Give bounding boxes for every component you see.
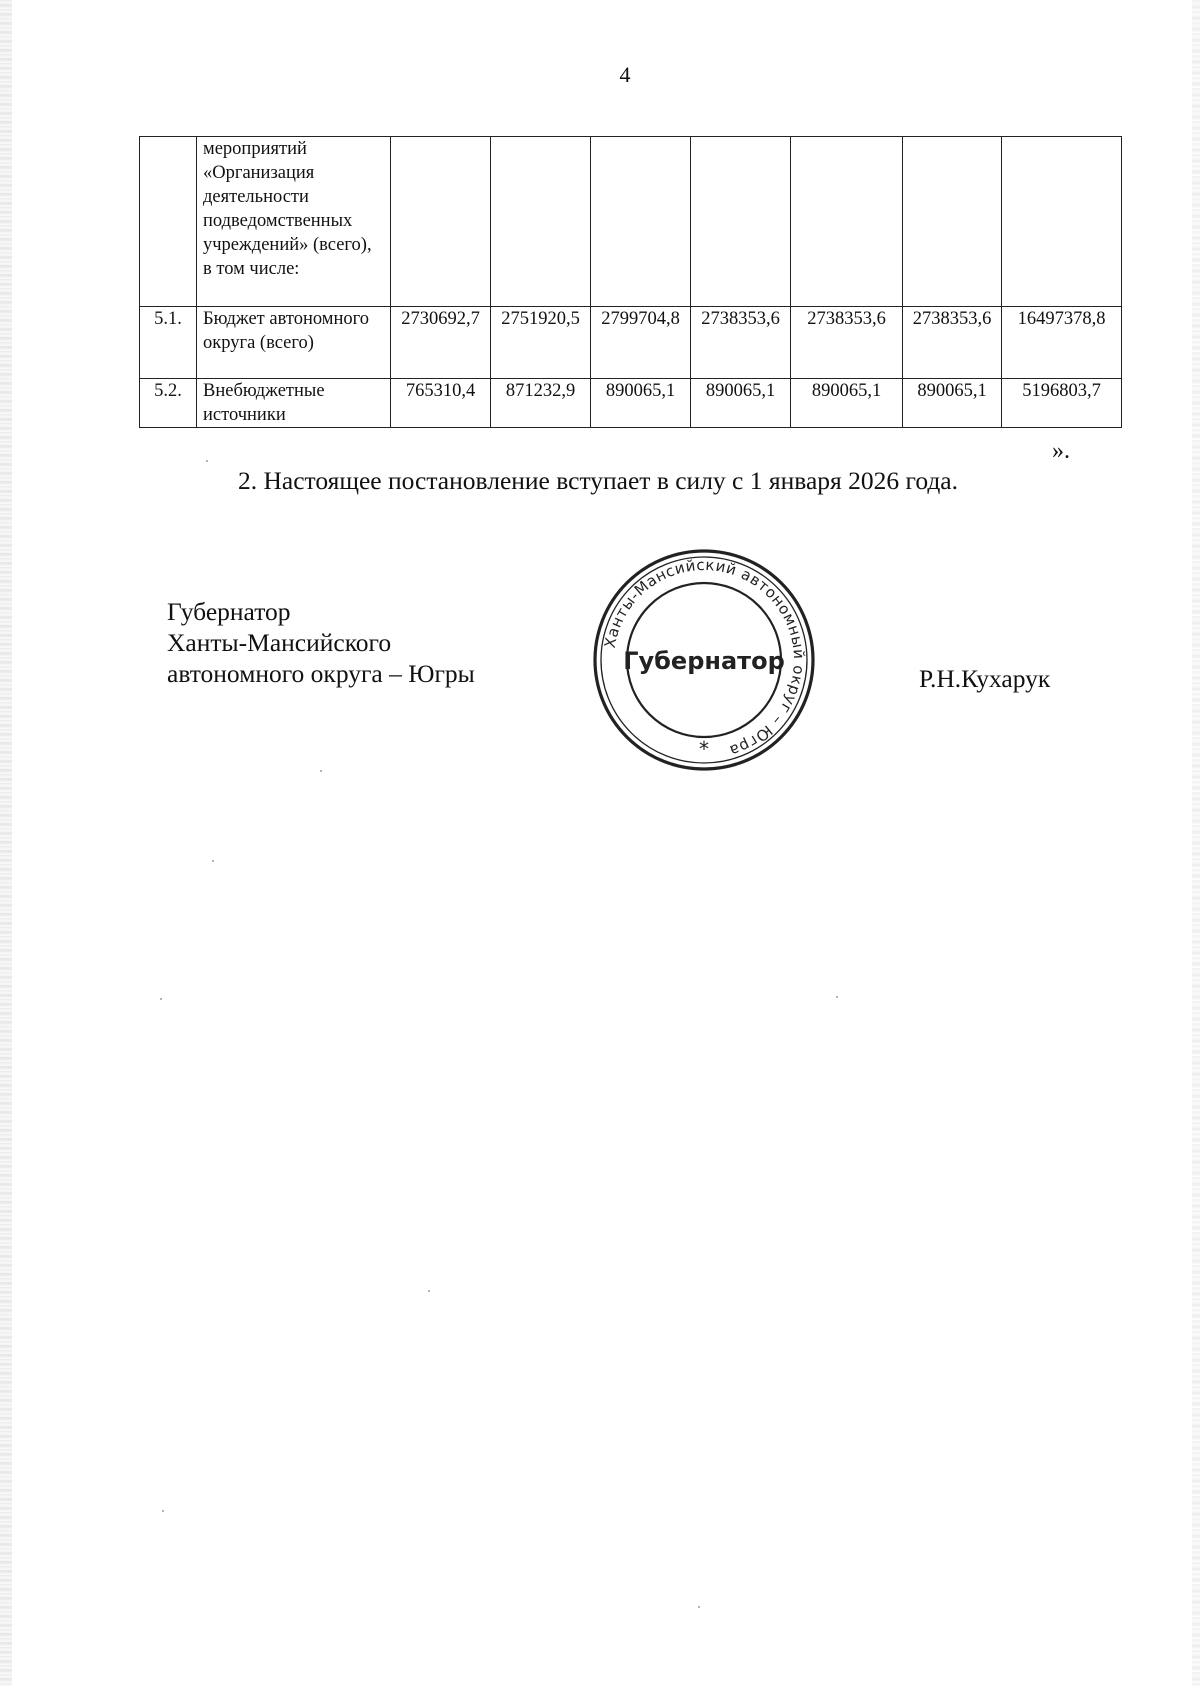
- scan-speck: [206, 460, 208, 462]
- row-index: 5.1.: [140, 307, 197, 379]
- row-description: Внебюджетные источники: [197, 379, 391, 428]
- value-cell: 871232,9: [491, 379, 591, 428]
- value-cell: [1002, 137, 1122, 307]
- signature-title-line: Губернатор: [167, 597, 291, 626]
- value-cell: 890065,1: [591, 379, 691, 428]
- seal-star: *: [699, 737, 709, 761]
- value-cell: 890065,1: [903, 379, 1002, 428]
- scan-speck: [320, 770, 322, 772]
- scan-speck: [160, 998, 162, 1000]
- row-index: 5.2.: [140, 379, 197, 428]
- value-cell: [591, 137, 691, 307]
- value-cell: 2738353,6: [903, 307, 1002, 379]
- table-row: [140, 307, 1122, 379]
- budget-table: [139, 136, 1122, 428]
- value-cell: 890065,1: [791, 379, 903, 428]
- row-description: мероприятий «Организация деятельности подведомственных учреждений» (всего), в том числе:: [197, 137, 391, 307]
- signature-title-line: Ханты-Мансийского: [167, 628, 392, 657]
- closing-quote: ».: [1052, 438, 1070, 464]
- value-cell: 765310,4: [391, 379, 491, 428]
- scan-speck: [212, 860, 214, 862]
- value-cell: 890065,1: [691, 379, 791, 428]
- signatory-name: Р.Н.Кухарук: [919, 664, 1051, 693]
- value-cell: 16497378,8: [1002, 307, 1122, 379]
- signature-title: [167, 596, 475, 689]
- scan-speck: [698, 1606, 700, 1608]
- row-index: [140, 137, 197, 307]
- row-description: Бюджет автономного округа (всего): [197, 307, 391, 379]
- value-cell: 5196803,7: [1002, 379, 1122, 428]
- value-cell: [691, 137, 791, 307]
- scan-speck: [428, 1290, 430, 1292]
- signature-title-line: автономного округа – Югры: [167, 659, 475, 688]
- page-number: 4: [619, 62, 631, 87]
- value-cell: 2738353,6: [791, 307, 903, 379]
- official-seal: [592, 548, 816, 772]
- value-cell: [491, 137, 591, 307]
- value-cell: [391, 137, 491, 307]
- seal-center-text: Губернатор: [623, 647, 785, 675]
- value-cell: 2751920,5: [491, 307, 591, 379]
- scan-speck: [162, 1510, 164, 1512]
- value-cell: 2730692,7: [391, 307, 491, 379]
- table-row: [140, 379, 1122, 428]
- scan-edge-right: [1192, 0, 1200, 1686]
- scan-edge-left: [0, 0, 12, 1686]
- table-row: [140, 137, 1122, 307]
- scan-speck: [836, 996, 838, 998]
- value-cell: [791, 137, 903, 307]
- value-cell: 2738353,6: [691, 307, 791, 379]
- value-cell: 2799704,8: [591, 307, 691, 379]
- value-cell: [903, 137, 1002, 307]
- seal-ring-text: Ханты-Мансийский автономный округ – Югра: [600, 555, 809, 761]
- effective-date-paragraph: 2. Настоящее постановление вступает в силу с 1 января 2026 года.: [238, 466, 959, 495]
